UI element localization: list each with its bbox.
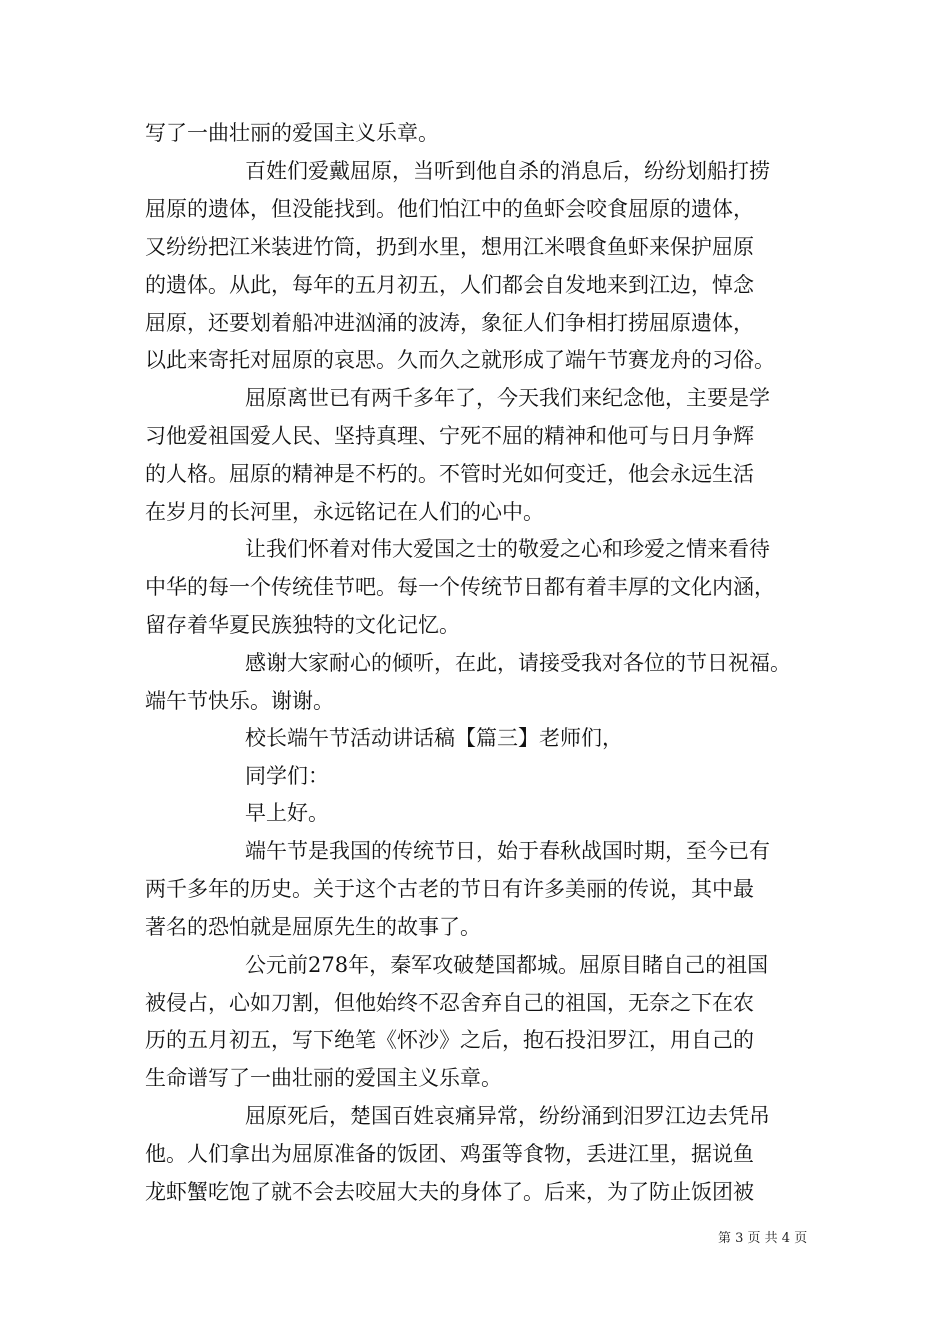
text-line: 感谢大家耐心的倾听，在此，请接受我对各位的节日祝福。 (245, 651, 791, 675)
text-line: 屈原，还要划着船冲进汹涌的波涛，象征人们争相打捞屈原遗体， (145, 311, 754, 335)
text-line: 屈原的遗体，但没能找到。他们怕江中的鱼虾会咬食屈原的遗体， (145, 197, 754, 221)
text-line: 端午节快乐。谢谢。 (145, 689, 334, 713)
text-line: 以此来寄托对屈原的哀思。久而久之就形成了端午节赛龙舟的习俗。 (145, 348, 775, 372)
text-line: 历的五月初五，写下绝笔《怀沙》之后，抱石投汨罗江，用自己的 (145, 1028, 754, 1052)
text-line: 校长端午节活动讲话稿【篇三】老师们， (245, 726, 623, 750)
text-line: 屈原死后，楚国百姓哀痛异常，纷纷涌到汨罗江边去凭吊 (245, 1104, 770, 1128)
text-line: 端午节是我国的传统节日，始于春秋战国时期，至今已有 (245, 839, 770, 863)
text-line: 又纷纷把江米装进竹筒，扔到水里，想用江米喂食鱼虾来保护屈原 (145, 235, 754, 259)
text-line: 两千多年的历史。关于这个古老的节日有许多美丽的传说，其中最 (145, 877, 754, 901)
text-line: 著名的恐怕就是屈原先生的故事了。 (145, 915, 481, 939)
text-line: 让我们怀着对伟大爱国之士的敬爱之心和珍爱之情来看待 (245, 537, 770, 561)
text-line: 的人格。屈原的精神是不朽的。不管时光如何变迁，他会永远生活 (145, 462, 754, 486)
text-line: 屈原离世已有两千多年了，今天我们来纪念他，主要是学 (245, 386, 770, 410)
text-line: 写了一曲壮丽的爱国主义乐章。 (145, 121, 439, 145)
text-line: 百姓们爱戴屈原，当听到他自杀的消息后，纷纷划船打捞 (245, 159, 770, 183)
text-line: 的遗体。从此，每年的五月初五，人们都会自发地来到江边，悼念 (145, 273, 754, 297)
text-line: 同学们： (245, 764, 329, 788)
text-line: 龙虾蟹吃饱了就不会去咬屈大夫的身体了。后来，为了防止饭团被 (145, 1180, 754, 1204)
page-number-footer: 第 3 页 共 4 页 (718, 1231, 808, 1246)
text-line: 留存着华夏民族独特的文化记忆。 (145, 613, 460, 637)
text-line: 他。人们拿出为屈原准备的饭团、鸡蛋等食物，丢进江里，据说鱼 (145, 1142, 754, 1166)
text-line: 在岁月的长河里，永远铭记在人们的心中。 (145, 500, 544, 524)
text-line: 公元前278年，秦军攻破楚国都城。屈原目睹自己的祖国 (245, 953, 769, 977)
text-line: 中华的每一个传统佳节吧。每一个传统节日都有着丰厚的文化内涵， (145, 575, 775, 599)
text-line: 生命谱写了一曲壮丽的爱国主义乐章。 (145, 1066, 502, 1090)
text-line: 习他爱祖国爱人民、坚持真理、宁死不屈的精神和他可与日月争辉 (145, 424, 754, 448)
text-line: 被侵占，心如刀割，但他始终不忍舍弃自己的祖国，无奈之下在农 (145, 991, 754, 1015)
text-line: 早上好。 (245, 801, 329, 825)
